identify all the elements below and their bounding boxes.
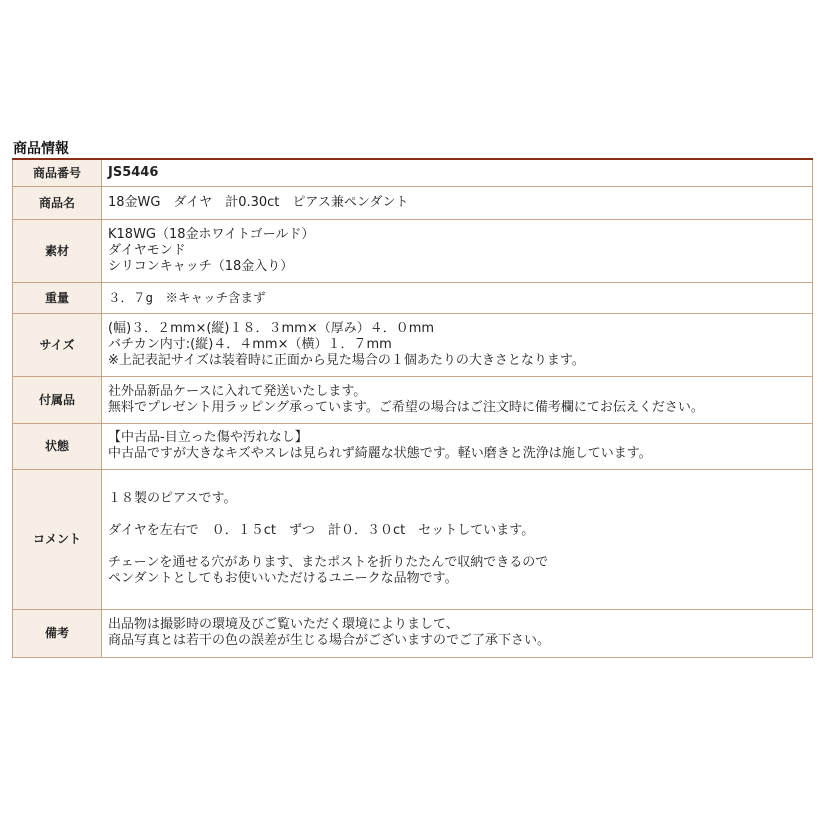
value-size [102, 313, 813, 376]
weight-text: ３．７g ※キャッチ含まず [108, 289, 266, 305]
comment-line-1: １８製のピアスです。 [108, 491, 237, 506]
material-line-1: K18WG（18金ホワイトゴールド） [108, 226, 315, 242]
notes-line-2: 商品写真とは若干の色の誤差が生じる場合がございますのでご了承下さい。 [108, 633, 551, 648]
label-weight: 重量 [13, 282, 102, 313]
value-condition [102, 423, 813, 469]
row-material [13, 219, 813, 282]
row-product-number [13, 159, 813, 186]
label-notes: 備考 [13, 609, 102, 657]
value-accessories [102, 376, 813, 423]
condition-line-2: 中古品ですが大きなキズやスレは見られず綺麗な状態です。軽い磨きと洗浄は施しています。 [108, 446, 652, 461]
product-info-section [12, 140, 813, 658]
row-accessories [13, 376, 813, 423]
comment-spacer [108, 539, 806, 555]
value-comment [102, 469, 813, 609]
comment-line-3: チェーンを通せる穴があります、またポストを折りたたんで収納できるので [108, 555, 549, 570]
comment-line-2: ダイヤを左右で ０．１５ct ずつ 計０．３０ct セットしています。 [108, 523, 535, 538]
label-condition: 状態 [13, 423, 102, 469]
value-product-name [102, 186, 813, 219]
row-weight [13, 282, 813, 313]
row-condition [13, 423, 813, 469]
comment-spacer [108, 507, 806, 523]
row-comment [13, 469, 813, 609]
notes-line-1: 出品物は撮影時の環境及びご覧いただく環境によりまして、 [108, 617, 459, 632]
material-line-3: シリコンキャッチ（18金入り） [108, 258, 294, 274]
value-material [102, 219, 813, 282]
size-line-2: バチカン内寸:(縦)４．４mm×（横）１．７mm [108, 336, 392, 352]
label-product-number: 商品番号 [13, 159, 102, 186]
label-comment: コメント [13, 469, 102, 609]
accessories-line-1: 社外品新品ケースに入れて発送いたします。 [108, 383, 367, 399]
condition-line-1: 【中古品-目立った傷や汚れなし】 [108, 430, 308, 445]
section-title: 商品情報 [13, 141, 69, 157]
material-line-2: ダイヤモンド [108, 242, 186, 258]
row-notes [13, 609, 813, 657]
label-product-name: 商品名 [13, 186, 102, 219]
accessories-line-2: 無料でプレゼント用ラッピング承っています。ご希望の場合はご注文時に備考欄にてお伝えください。 [108, 399, 704, 415]
label-material: 素材 [13, 219, 102, 282]
product-number-text: JS5446 [108, 164, 159, 180]
row-product-name [13, 186, 813, 219]
product-name-text: 18金WG ダイヤ 計0.30ct ピアス兼ペンダント [108, 194, 409, 210]
size-line-3: ※上記表記サイズは装着時に正面から見た場合の１個あたりの大きさとなります。 [108, 352, 585, 368]
value-weight [102, 282, 813, 313]
value-product-number [102, 159, 813, 186]
product-info-table [12, 158, 813, 658]
label-accessories: 付属品 [13, 376, 102, 423]
size-line-1: (幅)３．２mm×(縦)１８．３mm×（厚み）４．０mm [108, 320, 435, 336]
label-size: サイズ [13, 313, 102, 376]
comment-line-4: ペンダントとしてもお使いいただけるユニークな品物です。 [108, 571, 458, 586]
row-size [13, 313, 813, 376]
value-notes [102, 609, 813, 657]
